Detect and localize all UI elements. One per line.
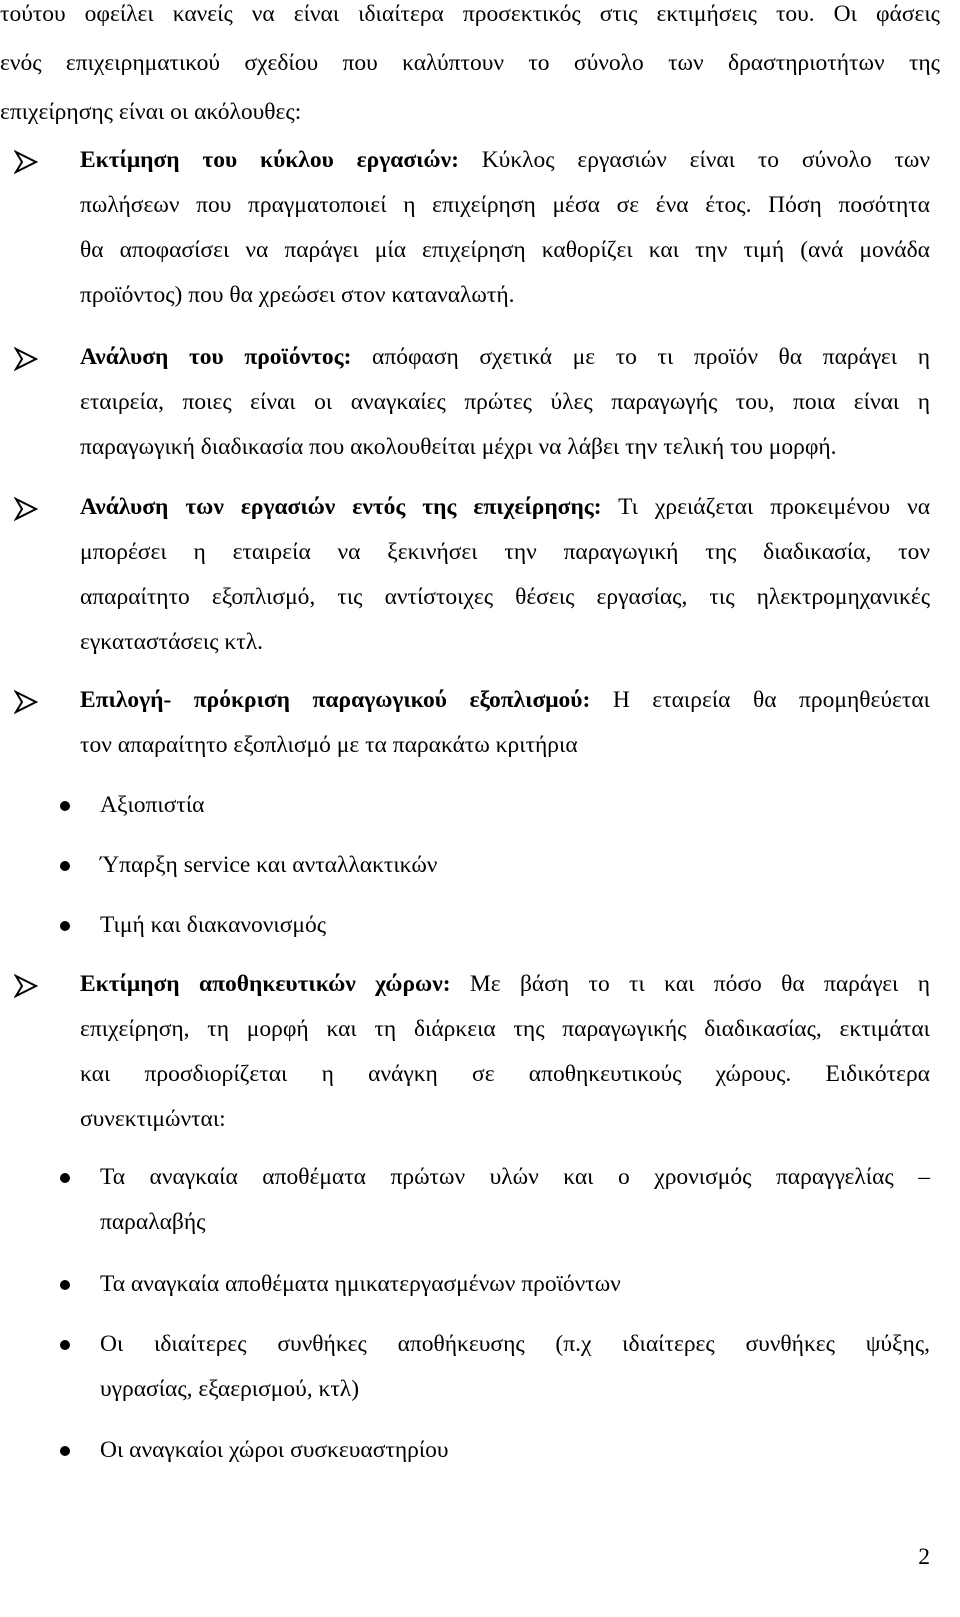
intro-paragraph	[0, 0, 940, 137]
item-text: πωλήσεων που πραγματοποιεί η επιχείρηση μέσα σε ένα έτος. Πόση ποσότητα	[80, 192, 930, 218]
item-text: συνεκτιμώνται:	[80, 1106, 226, 1132]
item-text: προϊόντος) που θα χρεώσει στον καταναλωτή.	[80, 282, 515, 308]
sub-list-item-text	[100, 1155, 930, 1245]
sub-list-item-line: υγρασίας, εξαερισμού, κτλ)	[100, 1376, 360, 1402]
arrowhead-bullet-icon	[14, 150, 38, 174]
sub-list-item-line: παραλαβής	[100, 1209, 206, 1235]
arrowhead-bullet-icon	[14, 690, 38, 714]
sub-list-item-text	[100, 1322, 930, 1412]
item-text: τον απαραίτητο εξοπλισμό με τα παρακάτω κριτήρια	[80, 732, 578, 758]
item-text: παραγωγική διαδικασία που ακολουθείται μέχρι να λάβει την τελική του μορφή.	[80, 434, 837, 460]
page-number: 2	[918, 1544, 930, 1570]
sub-list-item-text: Αξιοπιστία	[100, 792, 205, 818]
item-text: Τι χρειάζεται προκειμένου να	[601, 494, 931, 520]
item-text: θα αποφασίσει να παράγει μία επιχείρηση καθορίζει και την τιμή (ανά μονάδα	[80, 237, 930, 263]
item-text: μπορέσει η εταιρεία να ξεκινήσει την παραγωγική της διαδικασία, τον	[80, 539, 930, 565]
sub-list-item-text	[100, 1262, 930, 1307]
sub-list-item-line: Τα αναγκαία αποθέματα πρώτων υλών και ο χρονισμός παραγγελίας –	[100, 1164, 930, 1190]
arrowhead-bullet-icon	[14, 974, 38, 998]
arrowhead-bullet-icon	[14, 497, 38, 521]
item-text: Η εταιρεία θα προμηθεύεται	[590, 687, 930, 713]
list-item-text	[80, 485, 930, 665]
item-text: εγκαταστάσεις κτλ.	[80, 629, 263, 655]
item-heading: Ανάλυση των εργασιών εντός της επιχείρησης:	[80, 494, 602, 520]
item-text: απαραίτητο εξοπλισμό, τις αντίστοιχες θέσεις εργασίας, τις ηλεκτρομηχανικές	[80, 584, 930, 610]
item-text: Με βάση το τι και πόσο θα παράγει η	[450, 971, 930, 997]
intro-line: ενός επιχειρηματικού σχεδίου που καλύπτουν το σύνολο των δραστηριοτήτων της	[0, 50, 940, 76]
list-item-text	[80, 962, 930, 1142]
list-item-text	[80, 335, 930, 470]
item-text: επιχείρηση, τη μορφή και τη διάρκεια της παραγωγικής διαδικασίας, εκτιμάται	[80, 1016, 930, 1042]
bullet-dot-icon	[60, 1280, 70, 1290]
sub-list-item-text	[100, 1428, 930, 1473]
item-heading: Ανάλυση του προϊόντος:	[80, 344, 352, 370]
bullet-dot-icon	[60, 1446, 70, 1456]
item-text: Κύκλος εργασιών είναι το σύνολο των	[458, 147, 930, 173]
arrowhead-bullet-icon	[14, 347, 38, 371]
bullet-dot-icon	[60, 921, 70, 931]
bullet-dot-icon	[60, 861, 70, 871]
sub-list-item-line: Τα αναγκαία αποθέματα ημικατεργασμένων προϊόντων	[100, 1271, 621, 1297]
bullet-dot-icon	[60, 801, 70, 811]
list-item-text	[80, 678, 930, 768]
item-heading: Εκτίμηση του κύκλου εργασιών:	[80, 147, 459, 173]
item-text: εταιρεία, ποιες είναι οι αναγκαίες πρώτες ύλες παραγωγής του, ποια είναι η	[80, 389, 930, 415]
sub-list-item-text: Ύπαρξη service και ανταλλακτικών	[100, 852, 438, 878]
intro-line: επιχείρησης είναι οι ακόλουθες:	[0, 99, 302, 125]
item-heading: Επιλογή- πρόκριση παραγωγικού εξοπλισμού:	[80, 687, 591, 713]
sub-list-item-line: Οι αναγκαίοι χώροι συσκευαστηρίου	[100, 1437, 449, 1463]
list-item-text	[80, 138, 930, 318]
bullet-dot-icon	[60, 1173, 70, 1183]
intro-line: τούτου οφείλει κανείς να είναι ιδιαίτερα προσεκτικός στις εκτιμήσεις του. Οι φάσεις	[0, 1, 940, 27]
bullet-dot-icon	[60, 1340, 70, 1350]
sub-list-item-line: Οι ιδιαίτερες συνθήκες αποθήκευσης (π.χ ιδιαίτερες συνθήκες ψύξης,	[100, 1331, 930, 1357]
item-text: απόφαση σχετικά με το τι προϊόν θα παράγει η	[351, 344, 930, 370]
sub-list-item-text: Τιμή και διακανονισμός	[100, 912, 327, 938]
item-heading: Εκτίμηση αποθηκευτικών χώρων:	[80, 971, 451, 997]
item-text: και προσδιορίζεται η ανάγκη σε αποθηκευτικούς χώρους. Ειδικότερα	[80, 1061, 930, 1087]
